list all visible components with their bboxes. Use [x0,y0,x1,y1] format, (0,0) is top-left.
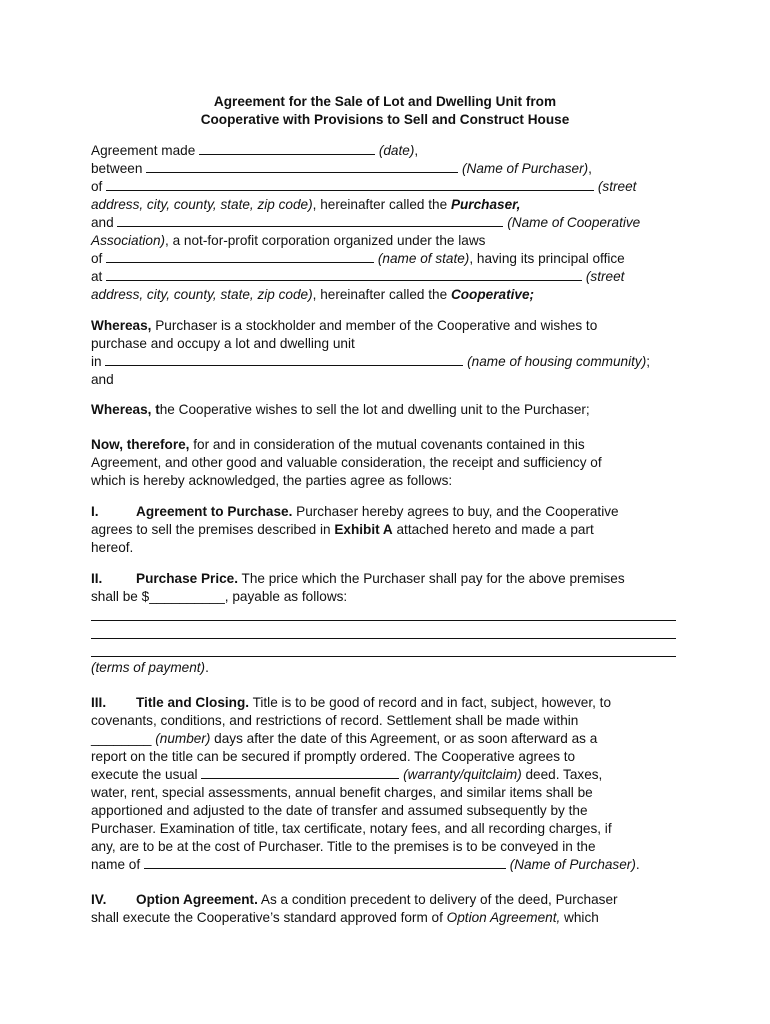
whereas1-line-4: and [91,372,114,387]
between-text: between [91,161,143,176]
section2-number: II. [91,571,103,586]
purchaser-name-hint: (Name of Purchaser) [461,161,589,176]
payment-terms-blank-2[interactable] [91,638,676,639]
terms-of-payment-line [91,659,209,677]
comma: , [414,143,419,158]
section3-line-1 [91,694,611,712]
state-hint: (name of state) [377,251,470,266]
association-hint: Association) [91,233,166,248]
document-title-line-1: Agreement for the Sale of Lot and Dwelling Unit from [213,94,557,109]
section3-text: name of [91,857,141,872]
section3-line-4: report on the title can be secured if promptly ordered. The Cooperative agrees to [91,749,576,764]
intro-line-5 [91,214,640,232]
section3-line-8: Purchaser. Examination of title, tax certificate, notary fees, and all recording charges, if [91,821,612,836]
housing-community-blank[interactable] [105,353,463,366]
section3-text: days after the date of this Agreement, or as soon afterward as a [210,731,598,746]
semicolon: ; [646,354,650,369]
and-text: and [91,215,114,230]
section1-text: agrees to sell the premises described in [91,522,335,537]
whereas1-line-3 [91,353,650,371]
section4-line-1 [91,891,618,909]
date-blank[interactable] [199,142,375,155]
in-text: in [91,354,102,369]
intro-line-1 [91,142,418,160]
intro-line-8 [91,268,624,286]
section3-line-10 [91,856,640,874]
intro-line-2 [91,160,592,178]
payment-terms-blank-1[interactable] [91,620,676,621]
section3-line-2: covenants, conditions, and restrictions of record. Settlement shall be made within [91,713,579,728]
document-title-line-2: Cooperative with Provisions to Sell and Construct House [200,112,570,127]
section1-line-2 [91,521,594,539]
cooperative-name-blank[interactable] [117,214,503,227]
address-hint: address, city, county, state, zip code) [91,197,313,212]
warranty-hint: (warranty/quitclaim) [403,767,522,782]
intro-line-9 [91,286,534,304]
purchaser-name-hint: (Name of Purchaser) [509,857,636,872]
nonprofit-text: , a not-for-profit corporation organized under the laws [165,233,486,248]
intro-line-7 [91,250,625,268]
section4-line-2 [91,909,599,927]
section3-line-7: apportioned and adjusted to the date of transfer and assumed subsequently by the [91,803,588,818]
address-hint: address, city, county, state, zip code) [91,287,313,302]
purchaser-address-blank[interactable] [106,178,594,191]
at-text: at [91,269,103,284]
whereas2-line [91,401,590,419]
now-therefore-line-1 [91,436,585,454]
intro-line-3 [91,178,636,196]
street-hint: (street [597,179,637,194]
section3-line-6: water, rent, special assessments, annual benefit charges, and similar items shall be [91,785,593,800]
principal-office-text: , having its principal office [469,251,625,266]
agreement-made-text: Agreement made [91,143,196,158]
section2-text: The price which the Purchaser shall pay for the above premises [238,571,625,586]
intro-line-6 [91,232,485,250]
period: . [635,857,640,872]
now-therefore-line-3: which is hereby acknowledged, the parties agree as follows: [91,473,453,488]
section1-text: Purchaser hereby agrees to buy, and the Cooperative [292,504,619,519]
section4-heading: Option Agreement. [136,892,258,907]
section3-line-3 [91,730,597,748]
cooperative-address-blank[interactable] [106,268,582,281]
section1-text: attached hereto and made a part [392,522,594,537]
section4-number: IV. [91,892,107,907]
street-hint: (street [585,269,625,284]
housing-community-hint: (name of housing community) [467,354,647,369]
deed-type-blank[interactable] [201,766,399,779]
section1-line-3: hereof. [91,540,134,555]
hereinafter-text: , hereinafter called the [312,287,448,302]
purchaser-term: Purchaser, [450,197,521,212]
purchaser-name-blank[interactable] [146,160,458,173]
section3-heading: Title and Closing. [136,695,250,710]
section3-text: Title is to be good of record and in fact, subject, however, to [249,695,611,710]
section4-text: As a condition precedent to delivery of the deed, Purchaser [257,892,618,907]
section3-line-5 [91,766,602,784]
now-therefore-line-2: Agreement, and other good and valuable consideration, the receipt and sufficiency of [91,455,602,470]
section2-line-2: shall be $__________, payable as follows: [91,589,348,604]
payment-terms-blank-3[interactable] [91,656,676,657]
title-name-blank[interactable] [144,856,506,869]
whereas2-lead: Whereas, t [91,402,160,417]
section3-number: III. [91,695,107,710]
days-number-blank[interactable]: ________ [91,731,152,746]
section1-number: I. [91,504,99,519]
number-hint: (number) [151,731,211,746]
of-text: of [91,251,103,266]
cooperative-term: Cooperative; [450,287,535,302]
terms-of-payment-hint: (terms of payment) [91,660,206,675]
section3-text: execute the usual [91,767,198,782]
section2-line-1 [91,570,625,588]
date-hint: (date) [378,143,415,158]
option-agreement-ref: Option Agreement, [446,910,561,925]
whereas-lead: Whereas, [91,318,152,333]
comma: , [588,161,592,176]
section3-text: deed. Taxes, [521,767,603,782]
intro-line-4 [91,196,520,214]
whereas2-text: he Cooperative wishes to sell the lot and dwelling unit to the Purchaser; [159,402,590,417]
section1-line-1 [91,503,619,521]
whereas1-text: Purchaser is a stockholder and member of the Cooperative and wishes to [151,318,598,333]
section4-text: which [560,910,599,925]
section1-heading: Agreement to Purchase. [136,504,293,519]
section4-text: shall execute the Cooperative’s standard approved form of [91,910,447,925]
section2-heading: Purchase Price. [136,571,239,586]
exhibit-a-ref: Exhibit A [334,522,393,537]
now-therefore-text: for and in consideration of the mutual covenants contained in this [189,437,585,452]
of-text: of [91,179,103,194]
whereas1-line-2: purchase and occupy a lot and dwelling unit [91,336,355,351]
now-therefore-lead: Now, therefore, [91,437,190,452]
whereas1-line-1 [91,317,597,335]
period: . [205,660,209,675]
cooperative-name-hint: (Name of Cooperative [507,215,641,230]
section3-line-9: any, are to be at the cost of Purchaser. Title to the premises is to be conveyed in the [91,839,596,854]
state-blank[interactable] [106,250,374,263]
hereinafter-text: , hereinafter called the [312,197,448,212]
